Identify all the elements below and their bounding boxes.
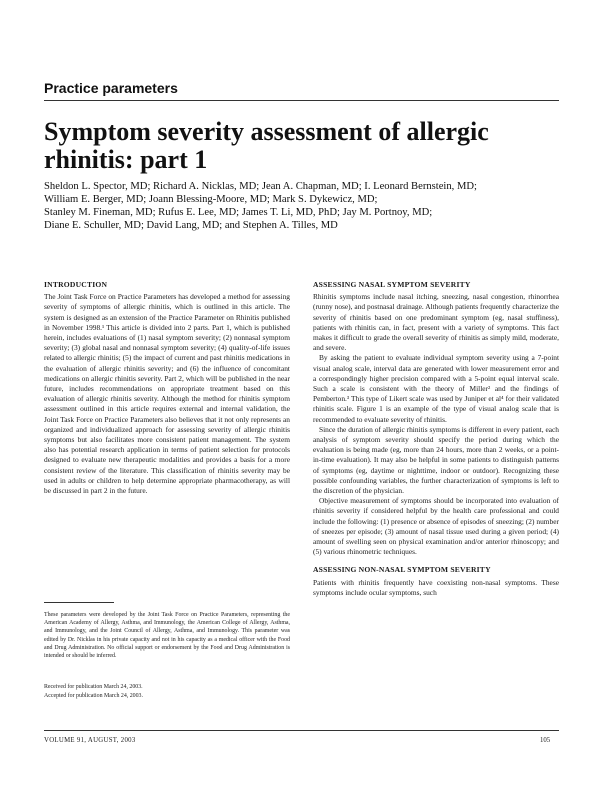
nasal-paragraph: Rhinitis symptoms include nasal itching, sneezing, nasal congestion, rhinorrhea (runny nose), and postnasal drainage. Although patients frequently characterize the severity of rhinitis based on one predominant symptom (eg, nasal stuffiness), patients with rhinitis can, in fact, present with a variety of symptoms. This fact makes it difficult to grade the overall severity of rhinitis as simply mild, moderate, and severe. xyxy=(313,292,559,353)
nasal-paragraph: Since the duration of allergic rhinitis symptoms is different in every patient, each analysis of symptom severity should specify the period during which the evaluation is being made (eg, more than 24 hours, more than 2 weeks, or a point-in-time evaluation). It may also be helpful in some patients to distinguish patterns of symptoms (eg, daytime or nighttime, indoor or outdoor). Recognizing these possible confounding variables, the further characterization of symptoms is left to the discretion of the physician. xyxy=(313,424,559,496)
introduction-paragraph: The Joint Task Force on Practice Parameters has developed a method for assessing severity of symptoms of allergic rhinitis, which is outlined in this article. The system is designed as an extension of the Practice Parameter on Rhinitis published in November 1998.¹ This article is divided into 2 parts. Part 1, which is published herein, includes evaluations of (1) nasal symptom severity; (2) nonnasal symptom severity; (3) global nasal and nonnasal symptom severity; (4) quality-of-life issues related to allergic rhinitis; (5) the impact of current and past rhinitis medications in the evaluation of allergic rhinitis severity; and (6) the influence of concomitant medications on allergic rhinitis severity. Part 2, which will be published in the near future, includes recommendations on appropriate treatment based on this evaluation of allergic rhinitis severity. Although the method for rhinitis symptom assessment outlined in this article requires external and internal validation, the Joint Task Force on Practice Parameters also believes that it not only represents an organized and individualized approach for assessing severity of allergic rhinitis symptoms but also facilitates more consistent patient management. The system also has potential research application in terms of patient selection for protocols designed to evaluate new therapeutic modalities and provides a basis for a more consistent review of the literature. This classification of rhinitis severity may be used in adults or children to help determine appropriate pharmacotherapy, as will be discussed in part 2 in the future. xyxy=(44,292,290,496)
accepted-date: Accepted for publication March 24, 2003. xyxy=(44,693,143,699)
nasal-paragraph: Objective measurement of symptoms should be incorporated into evaluation of rhinitis severity if considered helpful by the health care professional and could include the following: (1) presence or absence of episodes of sneezing; (2) number of sneezes per episode; (3) amount of nasal tissue used during a given period; (4) amount of swelling seen on physical examination and/or anterior rhinoscopy; and (5) various rhinometric techniques. xyxy=(313,496,559,557)
nonnasal-paragraph: Patients with rhinitis frequently have coexisting non-nasal symptoms. These symptoms include ocular symptoms, such xyxy=(313,577,559,597)
author-line: Stanley M. Fineman, MD; Rufus E. Lee, MD; James T. Li, MD, PhD; Jay M. Portnoy, MD; xyxy=(44,207,433,218)
nonnasal-heading: ASSESSING NON-NASAL SYMPTOM SEVERITY xyxy=(313,565,491,575)
section-label: Practice parameters xyxy=(44,80,178,96)
introduction-heading: INTRODUCTION xyxy=(44,280,108,289)
footer-rule xyxy=(44,730,559,731)
page-number: 105 xyxy=(540,737,551,744)
article-title: Symptom severity assessment of allergic rhinitis: part 1 xyxy=(44,117,489,174)
received-date: Received for publication March 24, 2003. xyxy=(44,684,143,690)
left-column xyxy=(44,280,290,496)
header-rule xyxy=(44,100,559,101)
footnote: These parameters were developed by the Joint Task Force on Practice Parameters, representing the American Academy of Allergy, Asthma, and Immunology, the American College of Allergy, Asthma, and Immunology, and the Joint Council of Allergy, Asthma, and Immunology. This parameter was edited by Dr. Nicklas in his private capacity and not in his capacity as a medical officer with the Food and Drug Administration. No official support or endorsement by the Food and Drug Administration is intended or should be inferred. xyxy=(44,612,290,660)
nasal-heading: ASSESSING NASAL SYMPTOM SEVERITY xyxy=(313,280,471,289)
author-line: Diane E. Schuller, MD; David Lang, MD; and Stephen A. Tilles, MD xyxy=(44,220,338,231)
author-line: Sheldon L. Spector, MD; Richard A. Nicklas, MD; Jean A. Chapman, MD; I. Leonard Bernstein, MD; xyxy=(44,181,477,192)
nasal-paragraph: By asking the patient to evaluate individual symptom severity using a 7-point visual analog scale, interval data are generated with lower measurement error and a correspondingly higher precision compared with a 5-point equal interval scale. Such a scale is consistent with the theory of Miller² and the findings of Pemberton.³ This type of Likert scale was used by Juniper et al⁴ for their validated rhinitis scale. Figure 1 is an example of the type of visual analog scale that is recommended to evaluate severity of rhinitis. xyxy=(313,353,559,424)
footnote-rule xyxy=(44,602,114,603)
right-column xyxy=(313,280,559,598)
author-line: William E. Berger, MD; Joann Blessing-Moore, MD; Mark S. Dykewicz, MD; xyxy=(44,194,378,205)
author-list xyxy=(44,180,564,232)
footer-volume: VOLUME 91, AUGUST, 2003 xyxy=(44,737,136,744)
